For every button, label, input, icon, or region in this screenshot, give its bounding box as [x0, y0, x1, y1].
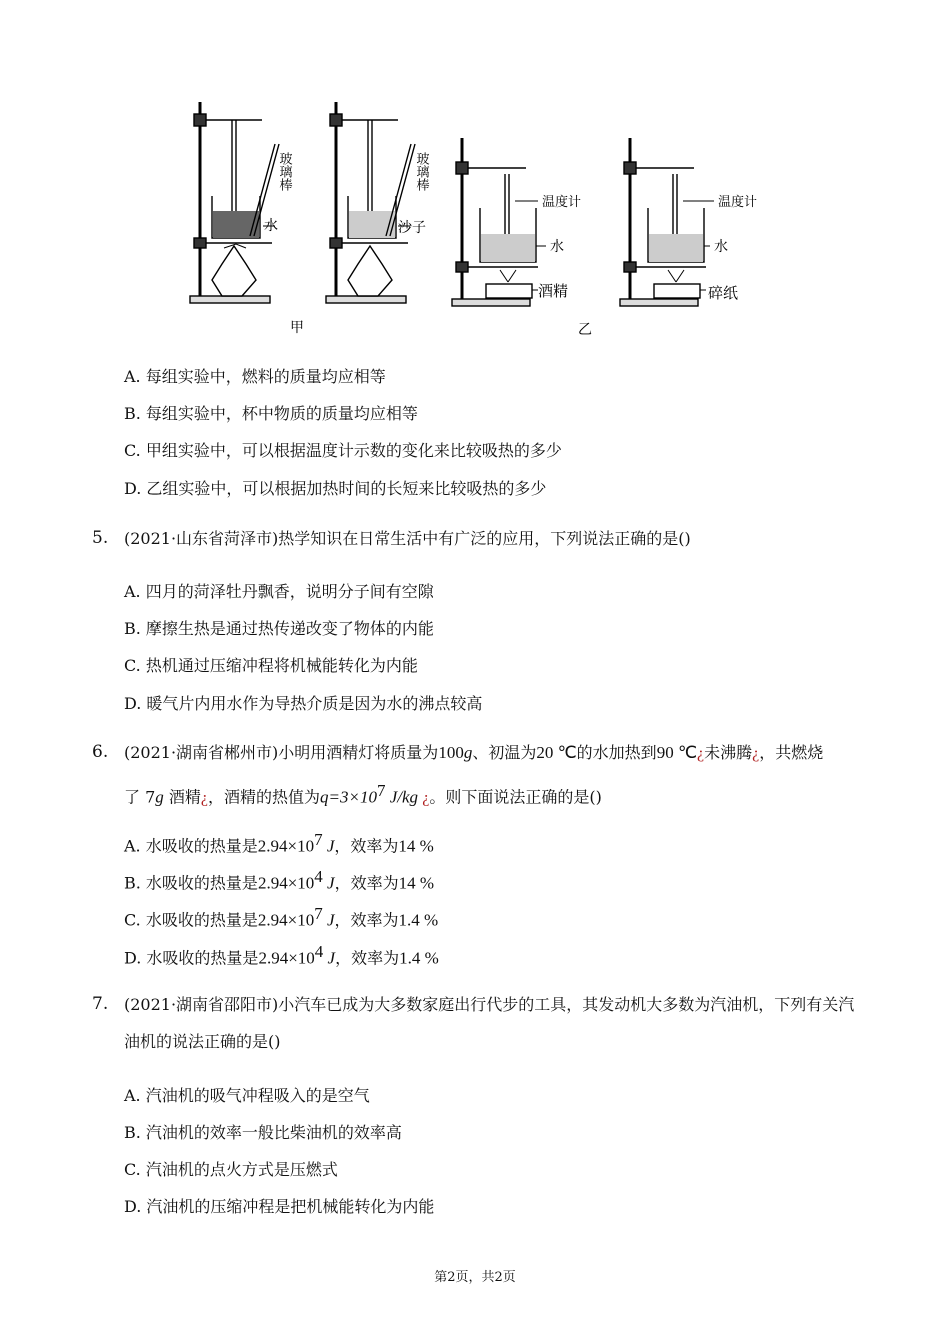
q7-option-c[interactable]: C. 汽油机的点火方式是压燃式	[124, 1160, 338, 1179]
experiment-figure	[180, 96, 770, 344]
page-footer: 第2页，共2页	[434, 1270, 516, 1285]
label-sand: 沙子	[398, 220, 426, 236]
question-text: (2021·山东省菏泽市)热学知识在日常生活中有广泛的应用，下列说法正确的是()	[124, 529, 691, 548]
label-glass-rod-2: 玻璃棒	[413, 152, 429, 191]
q6-option-c[interactable]: C. 水吸收的热量是$2.94\times 10^7$ J，效率为1.4 %	[124, 904, 439, 930]
label-water-2: 水	[550, 239, 564, 255]
q4-option-b[interactable]: B. 每组实验中，杯中物质的质量均应相等	[124, 404, 418, 423]
question-6	[92, 734, 862, 816]
q4-option-a[interactable]: A. 每组实验中，燃料的质量均应相等	[124, 367, 386, 386]
apparatus-water	[190, 102, 279, 303]
question-5	[92, 520, 862, 557]
apparatus-diagram	[180, 96, 770, 344]
q5-option-b[interactable]: B. 摩擦生热是通过热传递改变了物体的内能	[124, 619, 434, 638]
label-glass-rod-1: 玻璃棒	[276, 152, 292, 191]
question-text: (2021·湖南省郴州市)小明用酒精灯将质量为100g、初温为20 ℃的水加热到90 ℃¿未沸腾¿，共燃烧 了 7g 酒精¿，酒精的热值为$q=3\times 10^7$ J/kg ¿。则下面说法正确的是()	[124, 743, 824, 807]
label-water-3: 水	[714, 239, 728, 255]
q5-option-a[interactable]: A. 四月的菏泽牡丹飘香，说明分子间有空隙	[124, 582, 434, 601]
question-text: (2021·湖南省邵阳市)小汽车已成为大多数家庭出行代步的工具，其发动机大多数为汽油机，下列有关汽油机的说法正确的是()	[124, 995, 855, 1051]
q5-option-c[interactable]: C. 热机通过压缩冲程将机械能转化为内能	[124, 656, 418, 675]
label-thermometer-2: 温度计	[718, 195, 758, 210]
apparatus-paper	[620, 138, 714, 306]
label-group-a: 甲	[290, 320, 304, 336]
q4-option-c[interactable]: C. 甲组实验中，可以根据温度计示数的变化来比较吸热的多少	[124, 441, 562, 460]
label-thermometer-1: 温度计	[542, 195, 582, 210]
q7-option-b[interactable]: B. 汽油机的效率一般比柴油机的效率高	[124, 1123, 402, 1142]
q4-option-d[interactable]: D. 乙组实验中，可以根据加热时间的长短来比较吸热的多少	[124, 479, 547, 498]
question-number: 6.	[92, 742, 109, 762]
apparatus-sand	[326, 102, 415, 303]
q6-option-b[interactable]: B. 水吸收的热量是$2.94\times 10^4$ J，效率为14 %	[124, 867, 435, 893]
label-group-b: 乙	[578, 322, 592, 338]
label-water-1: 水	[264, 218, 278, 234]
question-7	[92, 986, 862, 1060]
q5-option-d[interactable]: D. 暖气片内用水作为导热介质是因为水的沸点较高	[124, 694, 483, 713]
label-paper: 碎纸	[708, 284, 739, 302]
question-number: 7.	[92, 994, 109, 1014]
q6-option-a[interactable]: A. 水吸收的热量是$2.94\times 10^7$ J，效率为14 %	[124, 830, 434, 856]
label-alcohol: 酒精	[538, 282, 569, 300]
question-number: 5.	[92, 528, 109, 548]
apparatus-alcohol	[452, 138, 546, 306]
q7-option-a[interactable]: A. 汽油机的吸气冲程吸入的是空气	[124, 1086, 370, 1105]
q6-option-d[interactable]: D. 水吸收的热量是$2.94\times 10^4$ J，效率为1.4 %	[124, 942, 439, 968]
q7-option-d[interactable]: D. 汽油机的压缩冲程是把机械能转化为内能	[124, 1197, 435, 1216]
